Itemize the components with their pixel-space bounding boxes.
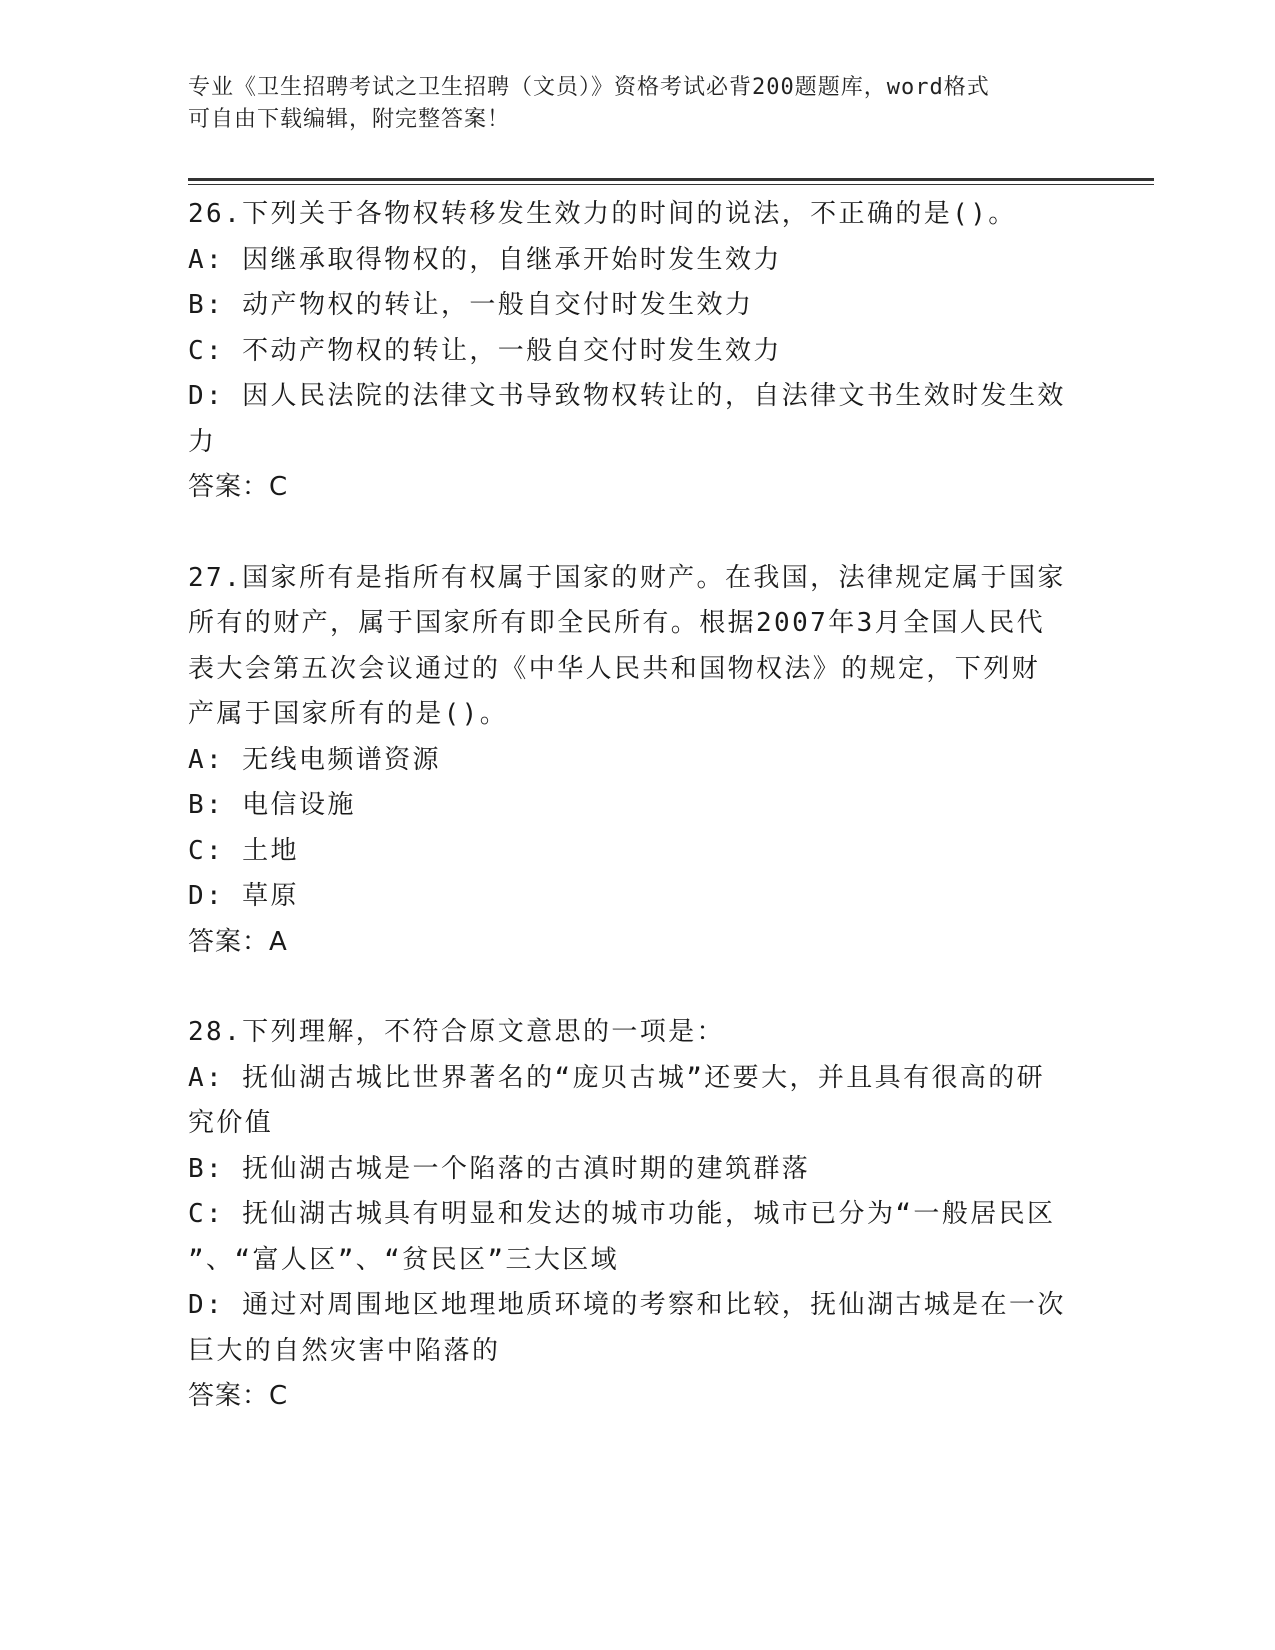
option-d: D: 通过对周围地区地理地质环境的考察和比较，抚仙湖古城是在一次 bbox=[188, 1290, 1066, 1320]
header-rule-thin bbox=[188, 184, 1154, 185]
answer: 答案：C bbox=[188, 1381, 289, 1411]
option-b: B: 电信设施 bbox=[188, 790, 356, 820]
document-header bbox=[188, 72, 1068, 136]
spacer bbox=[188, 965, 1068, 1010]
option-d: D: 因人民法院的法律文书导致物权转让的，自法律文书生效时发生效 bbox=[188, 381, 1066, 411]
answer: 答案：C bbox=[188, 472, 289, 502]
option-a: A: 抚仙湖古城比世界著名的“庞贝古城”还要大，并且具有很高的研 bbox=[188, 1062, 1046, 1093]
option-a-continued: 究价值 bbox=[188, 1108, 274, 1138]
header-rule-thick bbox=[188, 178, 1154, 181]
option-a: A: 无线电频谱资源 bbox=[188, 744, 441, 775]
option-c-continued: ”、“富人区”、“贫民区”三大区域 bbox=[188, 1244, 620, 1275]
answer: 答案：A bbox=[188, 926, 288, 957]
question-stem-continued: 表大会第五次会议通过的《中华人民共和国物权法》的规定，下列财 bbox=[188, 653, 1041, 684]
question-block bbox=[188, 192, 1068, 511]
question-stem-continued: 产属于国家所有的是()。 bbox=[188, 699, 509, 729]
question-stem-continued: 所有的财产，属于国家所有即全民所有。根据2007年3月全国人民代 bbox=[188, 608, 1046, 638]
option-b: B: 动产物权的转让，一般自交付时发生效力 bbox=[188, 290, 754, 320]
option-b: B: 抚仙湖古城是一个陷落的古滇时期的建筑群落 bbox=[188, 1153, 811, 1184]
option-d: D: 草原 bbox=[188, 881, 299, 911]
question-stem: 28.下列理解，不符合原文意思的一项是： bbox=[188, 1017, 725, 1047]
option-c: C: 不动产物权的转让，一般自交付时发生效力 bbox=[188, 335, 782, 366]
question-block bbox=[188, 556, 1068, 966]
option-c: C: 抚仙湖古城具有明显和发达的城市功能，城市已分为“一般居民区 bbox=[188, 1199, 1056, 1229]
question-stem: 27.国家所有是指所有权属于国家的财产。在我国，法律规定属于国家 bbox=[188, 562, 1066, 593]
header-line-2: 可自由下载编辑，附完整答案！ bbox=[188, 107, 511, 132]
question-stem: 26.下列关于各物权转移发生效力的时间的说法，不正确的是()。 bbox=[188, 199, 1017, 229]
option-d-continued: 巨大的自然灾害中陷落的 bbox=[188, 1335, 501, 1366]
option-c: C: 土地 bbox=[188, 835, 299, 866]
spacer bbox=[188, 511, 1068, 556]
question-list bbox=[188, 192, 1068, 1420]
option-d-continued: 力 bbox=[188, 426, 217, 457]
header-line-1: 专业《卫生招聘考试之卫生招聘（文员）》资格考试必背200题题库，word格式 bbox=[188, 75, 990, 100]
question-block bbox=[188, 1010, 1068, 1420]
option-a: A: 因继承取得物权的，自继承开始时发生效力 bbox=[188, 244, 782, 275]
